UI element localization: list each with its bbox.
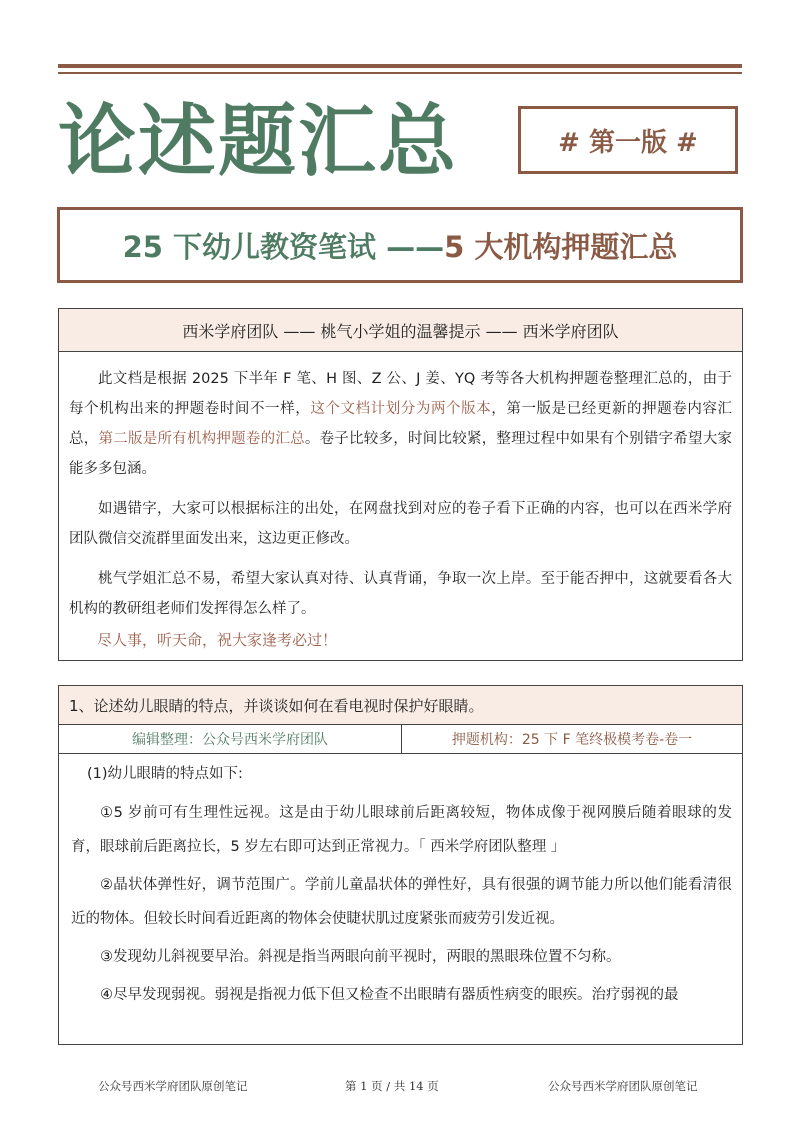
question-title: 1、论述幼儿眼睛的特点，并谈谈如何在看电视时保护好眼睛。 bbox=[59, 686, 742, 725]
answer-subheading: (1)幼儿眼睛的特点如下: bbox=[87, 766, 243, 782]
subtitle-exam: 25 下幼儿教资笔试 —— bbox=[122, 229, 445, 264]
question-box bbox=[58, 685, 743, 1045]
notice-paragraph-1 bbox=[69, 364, 732, 484]
question-meta bbox=[59, 725, 742, 754]
footer-page-number: 第 1 页 / 共 14 页 bbox=[345, 1079, 439, 1093]
notice-sign-off: 尽人事，听天命，祝大家逢考必过！ bbox=[97, 631, 338, 649]
answer-body bbox=[59, 754, 742, 1012]
notice-p1-highlight: 第二版是所有机构押题卷的汇总 bbox=[98, 431, 305, 447]
notice-p1-highlight: 这个文档计划分为两个版本 bbox=[310, 401, 492, 417]
notice-p1-part: 此文档是根据 2025 下半年 F 笔、H 图、Z 公、J 姜、YQ 考等各大机构押题卷整理汇总的，由于每个机构出来的押题卷时间不一样， bbox=[69, 371, 732, 417]
notice-body bbox=[59, 352, 742, 652]
notice-p1-part: ，第一版是已经更新的押题卷内容汇总， bbox=[69, 401, 733, 447]
edition-badge: # 第一版 # bbox=[518, 106, 738, 174]
page-title: 论述题汇总 bbox=[58, 97, 459, 187]
answer-point: ①5 岁前可有生理性远视。这是由于幼儿眼球前后距离较短，物体成像于视网膜后随着眼球的发育，眼球前后距离拉长，5 岁左右即可达到正常视力。「 西米学府团队整理 」 bbox=[71, 805, 732, 855]
answer-point: ④尽早发现弱视。弱视是指视力低下但又检查不出眼睛有器质性病变的眼疾。治疗弱视的最 bbox=[100, 987, 679, 1003]
question-editor: 编辑整理：公众号西米学府团队 bbox=[59, 725, 402, 753]
notice-paragraph-2: 如遇错字，大家可以根据标注的出处，在网盘找到对应的卷子看下正确的内容，也可以在西米学府团队微信交流群里面发出来，这边更正修改。 bbox=[69, 501, 732, 547]
notice-box bbox=[58, 308, 743, 661]
notice-p1-part: 。卷子比较多，时间比较紧，整理过程中如果有个别错字希望大家能多多包涵。 bbox=[69, 431, 733, 477]
answer-point: ③发现幼儿斜视要早治。斜视是指当两眼向前平视时，两眼的黑眼珠位置不匀称。 bbox=[100, 949, 621, 965]
footer-right: 公众号西米学府团队原创笔记 bbox=[548, 1079, 698, 1093]
top-rule-thin bbox=[58, 72, 742, 74]
notice-heading: 西米学府团队 —— 桃气小学姐的温馨提示 —— 西米学府团队 bbox=[59, 309, 742, 352]
answer-point: ②晶状体弹性好，调节范围广。学前儿童晶状体的弹性好，具有很强的调节能力所以他们能看清很近的物体。但较长时间看近距离的物体会使睫状肌过度紧张而疲劳引发近视。 bbox=[71, 877, 732, 927]
footer-left: 公众号西米学府团队原创笔记 bbox=[98, 1079, 248, 1093]
subtitle-agencies: 5 大机构押题汇总 bbox=[444, 229, 678, 264]
top-rule-thick bbox=[58, 64, 742, 68]
subtitle-banner bbox=[57, 207, 743, 283]
question-source: 押题机构：25 下 F 笔终极模考卷-卷一 bbox=[451, 732, 693, 748]
page-footer bbox=[0, 1078, 800, 1098]
notice-paragraph-3: 桃气学姐汇总不易，希望大家认真对待、认真背诵，争取一次上岸。至于能否押中，这就要看各大机构的教研组老师们发挥得怎么样了。 bbox=[69, 571, 732, 617]
